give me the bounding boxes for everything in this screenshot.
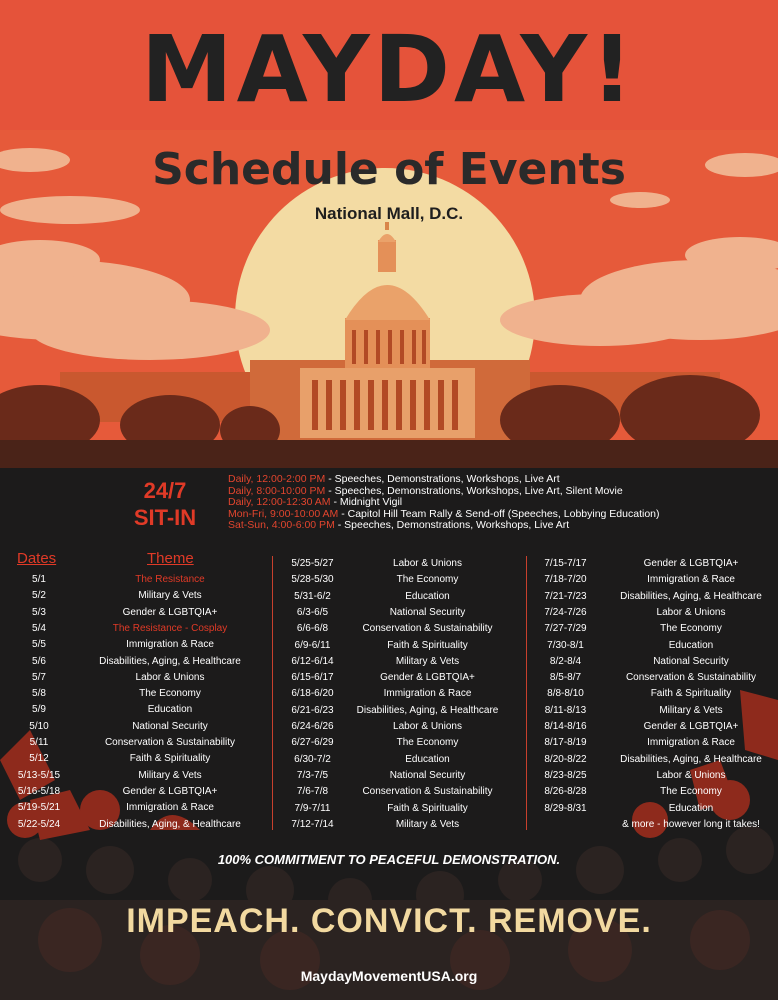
- schedule-theme: Labor & Unions: [656, 606, 726, 618]
- theme-header: Theme: [147, 550, 194, 567]
- schedule-date: 8/2-8/4: [549, 655, 582, 667]
- schedule-theme: Education: [147, 704, 193, 716]
- schedule-date: 5/19-5/21: [17, 802, 61, 814]
- schedule-theme: The Economy: [660, 623, 722, 635]
- schedule-date: 5/2: [32, 590, 46, 602]
- schedule-theme: Conservation & Sustainability: [362, 786, 493, 798]
- schedule-date: 6/24-6/26: [291, 721, 334, 732]
- schedule-theme: Conservation & Sustainability: [104, 737, 236, 748]
- schedule-theme: Conservation & Sustainability: [362, 623, 493, 635]
- schedule-theme: Gender & LGBTQIA+: [643, 721, 739, 732]
- schedule-theme: Disabilities, Aging, & Healthcare: [356, 704, 499, 716]
- daily-time: Daily, 12:00-2:00 PM: [228, 473, 326, 485]
- schedule-theme: Gender & LGBTQIA+: [380, 672, 475, 684]
- schedule-date: 6/9-6/11: [294, 639, 331, 651]
- daily-time: Sat-Sun, 4:00-6:00 PM: [228, 519, 335, 531]
- schedule-theme: Immigration & Race: [126, 639, 214, 651]
- schedule-theme: Education: [405, 590, 450, 602]
- schedule-theme: Labor & Unions: [135, 671, 205, 683]
- schedule-date: 7/21-7/23: [544, 590, 587, 602]
- schedule-theme: Faith & Spirituality: [129, 753, 211, 765]
- schedule-theme: The Economy: [396, 574, 459, 586]
- column-divider: [272, 556, 273, 830]
- schedule-theme: National Security: [653, 655, 729, 667]
- schedule-date: 6/6-6/8: [296, 623, 329, 635]
- schedule-date: 5/9: [32, 704, 46, 716]
- daily-desc: - Midnight Vigil: [330, 496, 403, 508]
- schedule-date: 5/5: [32, 639, 46, 651]
- daily-time: Mon-Fri, 9:00-10:00 AM: [228, 507, 339, 520]
- schedule-date: 7/18-7/20: [544, 574, 587, 586]
- schedule-theme: Disabilities, Aging, & Healthcare: [99, 818, 241, 830]
- schedule-theme: Labor & Unions: [393, 721, 462, 732]
- schedule-date: 7/24-7/26: [544, 606, 587, 618]
- schedule-date: 8/20-8/22: [544, 753, 587, 765]
- schedule-theme: Military & Vets: [138, 769, 202, 781]
- schedule-theme: Disabilities, Aging, & Healthcare: [620, 590, 762, 602]
- brand-title: MAYDAY!: [141, 16, 637, 123]
- schedule-date: 8/8-8/10: [547, 688, 584, 700]
- schedule-date: [528, 817, 603, 833]
- daily-desc: - Speeches, Demonstrations, Workshops, Live Art: [325, 473, 560, 485]
- schedule-date: 6/12-6/14: [291, 655, 334, 667]
- schedule-date: 6/21-6/23: [291, 704, 334, 716]
- schedule-date: 7/3-7/5: [296, 769, 329, 781]
- schedule-theme: Gender & LGBTQIA+: [122, 606, 218, 618]
- sitin-hours: 24/7: [143, 478, 187, 503]
- schedule-date: 5/16-5/18: [17, 785, 61, 797]
- schedule-date: 8/5-8/7: [549, 672, 582, 684]
- daily-desc: - Capitol Hill Team Rally & Send-off (Speeches, Lobbying Education): [338, 507, 660, 520]
- schedule-date: 5/3: [32, 606, 46, 618]
- schedule-theme: The Economy: [660, 786, 722, 798]
- schedule-date: 5/8: [32, 688, 46, 700]
- schedule-date: 5/10: [29, 720, 49, 732]
- schedule-theme: Education: [405, 753, 450, 765]
- daily-schedule: [228, 474, 768, 532]
- schedule-theme: Education: [668, 802, 714, 814]
- schedule-theme: The Economy: [396, 737, 459, 749]
- dates-header: Dates: [17, 550, 57, 567]
- schedule-theme: Conservation & Sustainability: [625, 672, 757, 684]
- sitin-label: SIT-IN: [133, 505, 197, 530]
- schedule-date: 5/31-6/2: [294, 590, 331, 602]
- schedule-date: 5/28-5/30: [291, 574, 334, 586]
- website-link[interactable]: MaydayMovementUSA.org: [300, 968, 478, 984]
- schedule-date: 8/11-8/13: [544, 704, 587, 716]
- schedule-theme: & more - however long it takes!: [622, 818, 760, 830]
- schedule-date: 6/30-7/2: [294, 753, 331, 765]
- schedule-theme: Gender & LGBTQIA+: [643, 558, 739, 569]
- schedule-theme: Immigration & Race: [647, 737, 735, 749]
- schedule-date: 6/15-6/17: [291, 672, 334, 684]
- schedule-theme: Labor & Unions: [656, 769, 726, 781]
- schedule-date: 7/27-7/29: [544, 623, 587, 635]
- column-divider: [526, 556, 527, 830]
- schedule-date: 5/7: [32, 671, 46, 683]
- schedule-date: 8/17-8/19: [544, 737, 587, 749]
- schedule-theme: Disabilities, Aging, & Healthcare: [99, 655, 241, 667]
- schedule-date: 5/12: [29, 753, 49, 765]
- location-label: National Mall, D.C.: [314, 204, 464, 223]
- page-title: Schedule of Events: [152, 144, 626, 195]
- schedule-theme: Immigration & Race: [383, 688, 472, 700]
- schedule-date: 7/6-7/8: [296, 786, 329, 798]
- schedule-date: 5/1: [32, 574, 46, 585]
- schedule-theme: Military & Vets: [395, 655, 460, 667]
- daily-item: [228, 520, 768, 532]
- sitin-badge: [110, 478, 220, 532]
- schedule-date: 6/3-6/5: [296, 606, 329, 618]
- schedule-date: 5/22-5/24: [17, 818, 61, 830]
- schedule-theme: Military & Vets: [659, 704, 723, 716]
- schedule-theme: National Security: [132, 720, 208, 732]
- schedule-date: 6/27-6/29: [291, 737, 334, 749]
- schedule-date: 8/14-8/16: [544, 721, 587, 732]
- schedule-theme: Disabilities, Aging, & Healthcare: [620, 753, 762, 765]
- schedule-theme: Faith & Spirituality: [387, 639, 468, 651]
- schedule-theme: The Resistance: [135, 574, 205, 585]
- schedule-date: 5/6: [32, 655, 46, 667]
- schedule-theme: The Resistance - Cosplay: [112, 622, 228, 634]
- schedule-theme: Faith & Spirituality: [387, 802, 468, 814]
- schedule-theme: Faith & Spirituality: [650, 688, 732, 700]
- schedule-theme: Labor & Unions: [393, 558, 462, 569]
- daily-desc: - Speeches, Demonstrations, Workshops, Live Art: [334, 519, 570, 531]
- schedule-date: 5/13-5/15: [17, 769, 61, 781]
- schedule-date: 5/25-5/27: [291, 558, 334, 569]
- schedule-theme: Military & Vets: [395, 818, 460, 830]
- schedule-date: 8/26-8/28: [544, 786, 587, 798]
- daily-time: Daily, 8:00-10:00 PM: [228, 484, 326, 497]
- schedule-theme: Gender & LGBTQIA+: [122, 785, 218, 797]
- schedule-theme: Military & Vets: [138, 590, 202, 602]
- schedule-date: 6/18-6/20: [291, 688, 334, 700]
- schedule-theme: Education: [668, 639, 714, 651]
- schedule-date: 8/29-8/31: [544, 802, 587, 814]
- schedule-date: 8/23-8/25: [544, 769, 587, 781]
- daily-time: Daily, 12:00-12:30 AM: [228, 496, 331, 508]
- schedule-date: 7/15-7/17: [544, 558, 587, 569]
- schedule-date: 7/9-7/11: [294, 802, 331, 814]
- daily-desc: - Speeches, Demonstrations, Workshops, Live Art, Silent Movie: [325, 484, 623, 497]
- schedule-date: 7/30-8/1: [547, 639, 584, 651]
- schedule-theme: Immigration & Race: [647, 574, 735, 586]
- schedule-date: 7/12-7/14: [291, 818, 334, 830]
- commitment-statement: 100% COMMITMENT TO PEACEFUL DEMONSTRATION.: [217, 852, 561, 867]
- schedule-date: 5/11: [29, 737, 49, 748]
- schedule-theme: National Security: [389, 769, 466, 781]
- schedule-theme: The Economy: [139, 688, 201, 700]
- schedule-theme: Immigration & Race: [126, 802, 214, 814]
- schedule-date: 5/4: [32, 622, 46, 634]
- schedule-theme: National Security: [389, 606, 466, 618]
- slogan: IMPEACH. CONVICT. REMOVE.: [126, 902, 652, 940]
